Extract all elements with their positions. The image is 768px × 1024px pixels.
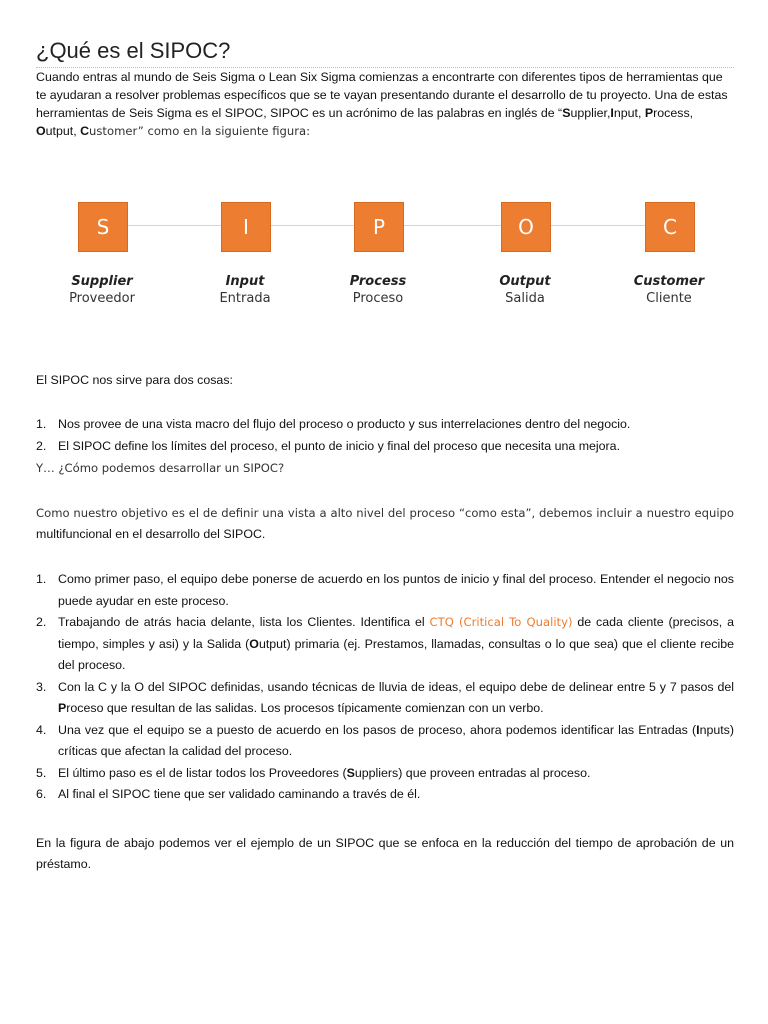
sipoc-box-c: C [645,202,695,252]
sipoc-box-p: P [354,202,404,252]
sipoc-box-i: I [221,202,271,252]
sipoc-diagram [36,200,734,320]
sipoc-caption-supplier: Supplier Proveedor [69,274,135,306]
sipoc-box-s: S [78,202,128,252]
list-item: 3. Con la C y la O del SIPOC definidas, usando técnicas de lluvia de ideas, el equipo debe de delinear entre 5 y 7 pasos del Proceso que resultan de las salidas. Los procesos típicamente comienzan con un verbo. [36,679,734,715]
ctq-link[interactable]: CTQ (Critical To Quality) [429,615,573,629]
list-item: 2. Trabajando de atrás hacia delante, lista los Clientes. Identifica el CTQ (Critical To Quality) de cada cliente (precisos, a tiempo, simples y asi) y la Salida (Output) primaria (ej. Prestamos, llamadas, consultas o lo que sea) que el cliente recibe del proceso. [36,615,735,672]
objective-paragraph: Como nuestro objetivo es el de definir una vista a alto nivel del proceso “como esta”, debemos incluir a nuestro equipo multifuncional en el desarrollo del SIPOC. [36,506,734,541]
page-title: ¿Qué es el SIPOC? [36,38,231,63]
purpose-list [36,414,734,457]
steps-list [36,569,734,806]
sipoc-caption-customer: Customer Cliente [633,274,705,306]
closing-paragraph: En la figura de abajo podemos ver el ejemplo de un SIPOC que se enfoca en la reducción del tiempo de aprobación de un préstamo. [36,836,734,871]
sipoc-caption-process: Process Proceso [349,274,407,306]
list-item: 6. Al final el SIPOC tiene que ser validado caminando a través de él. [36,787,421,801]
question-line: Y… ¿Cómo podemos desarrollar un SIPOC? [36,461,285,475]
sipoc-caption-input: Input Entrada [219,274,271,306]
sipoc-box-o: O [501,202,551,252]
list-item: 1. Nos provee de una vista macro del flujo del proceso o producto y sus interrelaciones dentro del negocio. [36,417,631,431]
list-item: 1. Como primer paso, el equipo debe ponerse de acuerdo en los puntos de inicio y final del proceso. Entender el negocio nos puede ayudar en este proceso. [36,572,734,608]
intro-paragraph: Cuando entras al mundo de Seis Sigma o Lean Six Sigma comienzas a encontrarte con diferentes tipos de herramientas que te ayudaran a resolver problemas específicos que se te vayan presentando durante el desarrollo de tu proyecto. Una de estas herramientas de Seis Sigma es el SIPOC, SIPOC es un acrónimo de las palabras en inglés de “Supplier,Input, Process, Output, Customer” como en la siguiente figura: [36,70,728,138]
sipoc-caption-output: Output Salida [499,274,551,306]
list-item: 2. El SIPOC define los límites del proceso, el punto de inicio y final del proceso que necesita una mejora. [36,438,621,453]
purpose-intro: El SIPOC nos sirve para dos cosas: [36,373,233,387]
list-item: 5. El último paso es el de listar todos los Proveedores (Suppliers) que proveen entradas al proceso. [36,765,591,780]
list-item: 4. Una vez que el equipo se a puesto de acuerdo en los pasos de proceso, ahora podemos identificar las Entradas (Inputs) críticas que afectan la calidad del proceso. [36,722,734,758]
